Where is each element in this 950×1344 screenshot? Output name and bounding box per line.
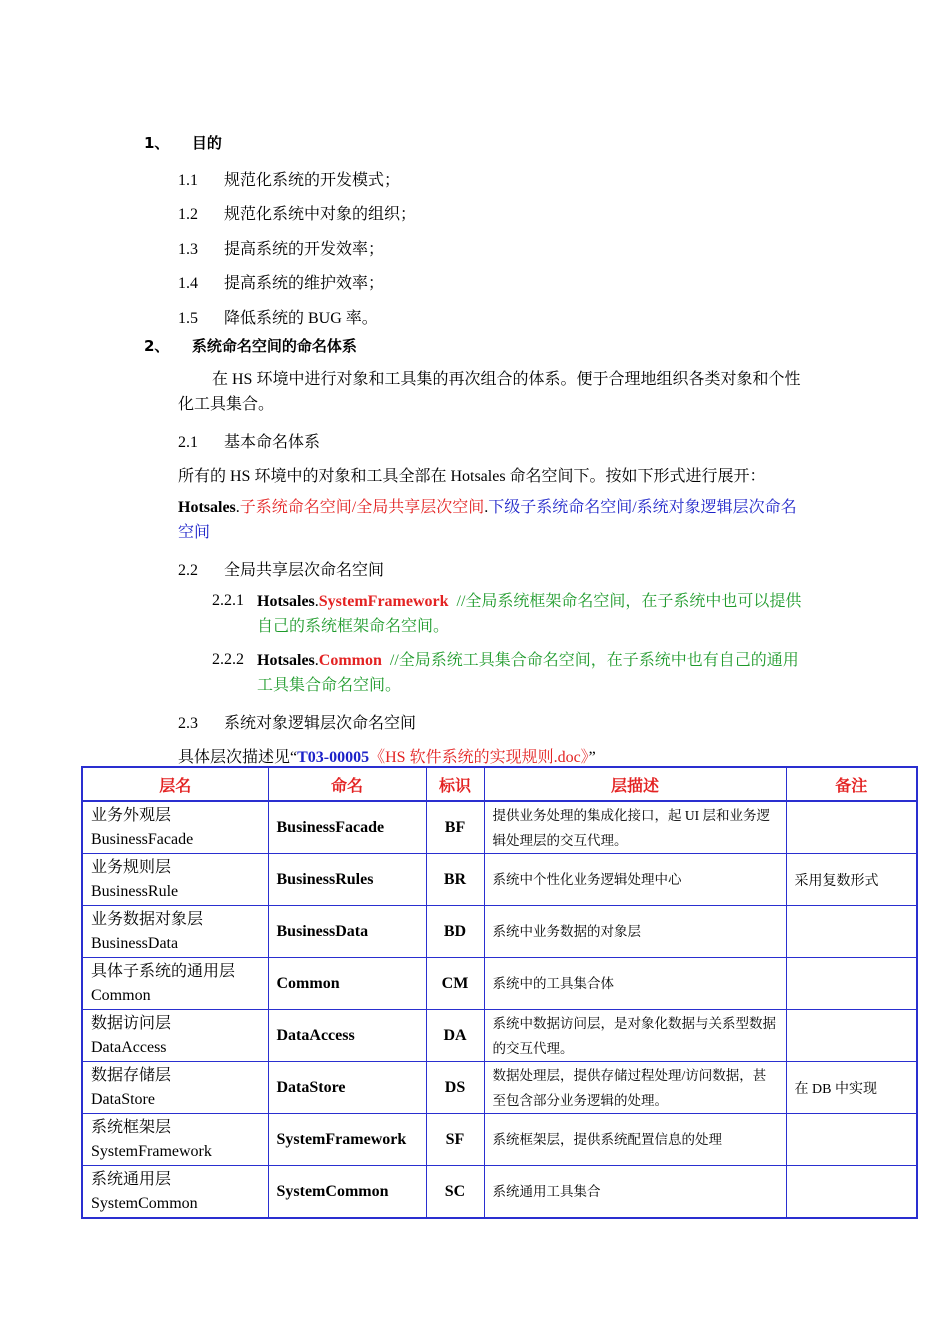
description-cell: 系统通用工具集合 — [484, 1166, 786, 1219]
layer-name-cn: 具体子系统的通用层 — [91, 962, 236, 980]
layer-name-cell — [82, 906, 268, 958]
list-item — [178, 270, 384, 293]
item-text: 提高系统的开发效率； — [224, 241, 385, 258]
layer-name-cell — [82, 1010, 268, 1062]
subsection-2-1-text: 所有的 HS 环境中的对象和工具全部在 Hotsales 命名空间下。按如下形式进行展开： — [178, 468, 766, 485]
layer-name-cn: 业务数据对象层 — [91, 910, 204, 928]
remarks-cell — [786, 1010, 917, 1062]
remarks-cell: 在 DB 中实现 — [786, 1062, 917, 1114]
table-row — [82, 1010, 917, 1062]
layer-name-cell — [82, 1062, 268, 1114]
reference-line — [178, 744, 596, 767]
layer-name-cn: 业务外观层 — [91, 806, 172, 824]
subsection-2-2-heading — [178, 557, 384, 580]
list-item — [178, 305, 378, 328]
header-naming: 命名 — [268, 767, 426, 801]
section-2-intro: 在 HS 环境中进行对象和工具集的再次组合的体系。便于合理地组织各类对象和个性化工具集合。 — [178, 371, 801, 413]
list-item — [178, 167, 400, 190]
namespace-name: SystemFramework — [318, 593, 449, 610]
pattern-logic-layer: 下级子系统命名空间/系统对象逻辑层次命名空间 — [178, 499, 797, 541]
identifier-cell: SC — [426, 1166, 484, 1219]
item-number: 2.2 — [178, 562, 198, 579]
description-cell: 系统中数据访问层，是对象化数据与关系型数据的交互代理。 — [484, 1010, 786, 1062]
namespace-root: Hotsales — [257, 652, 315, 669]
remarks-cell — [786, 1166, 917, 1219]
pattern-subsystem: 子系统命名空间/全局共享层次空间 — [239, 499, 485, 516]
naming-cell: BusinessRules — [268, 854, 426, 906]
reference-document: 《HS 软件系统的实现规则.doc》 — [369, 749, 589, 766]
subsection-2-1-heading — [178, 429, 320, 452]
subsection-2-3-heading — [178, 710, 416, 733]
naming-cell: SystemCommon — [268, 1166, 426, 1219]
naming-cell: DataStore — [268, 1062, 426, 1114]
table-row — [82, 1166, 917, 1219]
table-row — [82, 1062, 917, 1114]
item-text: 提高系统的维护效率； — [224, 275, 385, 292]
list-item — [178, 201, 416, 224]
layer-name-cell — [82, 1114, 268, 1166]
subsection-number: 2.2.1 — [212, 592, 244, 609]
description-cell: 系统框架层，提供系统配置信息的处理 — [484, 1114, 786, 1166]
item-number: 1.5 — [178, 310, 198, 327]
namespace-item — [257, 589, 812, 639]
header-layer-name: 层名 — [82, 767, 268, 801]
remarks-cell — [786, 1114, 917, 1166]
layer-name-en: DataAccess — [91, 1038, 167, 1056]
description-cell: 系统中的工具集合体 — [484, 958, 786, 1010]
namespace-dot: . — [314, 593, 319, 610]
layer-table — [81, 766, 918, 1219]
layer-name-en: DataStore — [91, 1090, 155, 1108]
namespace-comment: //全局系统工具集合命名空间，在子系统中也有自己的通用工具集合命名空间。 — [257, 652, 799, 694]
header-identifier: 标识 — [426, 767, 484, 801]
namespace-comment: //全局系统框架命名空间，在子系统中也可以提供自己的系统框架命名空间。 — [257, 593, 802, 635]
item-number: 1.1 — [178, 172, 198, 189]
layer-name-en: BusinessData — [91, 934, 179, 952]
remarks-cell: 采用复数形式 — [786, 854, 917, 906]
table-row — [82, 906, 917, 958]
table-row — [82, 854, 917, 906]
pattern-dot: . — [235, 499, 240, 516]
description-cell: 系统中个性化业务逻辑处理中心 — [484, 854, 786, 906]
header-description: 层描述 — [484, 767, 786, 801]
namespace-pattern — [178, 495, 810, 545]
item-text: 降低系统的 BUG 率。 — [224, 310, 378, 327]
item-number: 2.3 — [178, 715, 198, 732]
header-remarks: 备注 — [786, 767, 917, 801]
item-text: 规范化系统的开发模式； — [224, 172, 401, 189]
item-number: 2.1 — [178, 434, 198, 451]
identifier-cell: BF — [426, 801, 484, 854]
table-header-row — [82, 767, 917, 801]
remarks-cell — [786, 958, 917, 1010]
layer-name-cell — [82, 1166, 268, 1219]
naming-cell: SystemFramework — [268, 1114, 426, 1166]
section-title: 目的 — [191, 134, 222, 152]
reference-code: T03-00005 — [297, 749, 370, 766]
item-text: 规范化系统中对象的组织； — [224, 206, 417, 223]
layer-name-cn: 数据存储层 — [91, 1066, 172, 1084]
layer-name-en: BusinessFacade — [91, 830, 194, 848]
pattern-dot: . — [484, 499, 489, 516]
identifier-cell: CM — [426, 958, 484, 1010]
description-cell: 数据处理层，提供存储过程处理/访问数据，甚至包含部分业务逻辑的处理。 — [484, 1062, 786, 1114]
table-row — [82, 1114, 917, 1166]
description-cell: 系统中业务数据的对象层 — [484, 906, 786, 958]
layer-name-en: BusinessRule — [91, 882, 179, 900]
naming-cell: BusinessData — [268, 906, 426, 958]
identifier-cell: DS — [426, 1062, 484, 1114]
naming-cell: BusinessFacade — [268, 801, 426, 854]
description-cell: 提供业务处理的集成化接口，起 UI 层和业务逻辑处理层的交互代理。 — [484, 801, 786, 854]
identifier-cell: BD — [426, 906, 484, 958]
subsection-number: 2.2.2 — [212, 651, 244, 668]
layer-name-cell — [82, 958, 268, 1010]
naming-cell: Common — [268, 958, 426, 1010]
reference-prefix: 具体层次描述见“ — [178, 749, 298, 766]
section-title: 系统命名空间的命名体系 — [191, 337, 357, 355]
section-number: 1、 — [144, 134, 170, 152]
layer-name-cell — [82, 854, 268, 906]
item-number: 1.4 — [178, 275, 198, 292]
layer-name-en: SystemFramework — [91, 1142, 212, 1160]
layer-name-en: Common — [91, 986, 151, 1004]
section-1-heading — [144, 132, 222, 153]
layer-name-cn: 业务规则层 — [91, 858, 172, 876]
section-2-heading — [144, 335, 357, 356]
namespace-dot: . — [314, 652, 319, 669]
identifier-cell: SF — [426, 1114, 484, 1166]
remarks-cell — [786, 801, 917, 854]
item-number: 1.2 — [178, 206, 198, 223]
item-number: 1.3 — [178, 241, 198, 258]
namespace-item — [257, 648, 812, 698]
list-item — [178, 236, 384, 259]
section-number: 2、 — [144, 337, 170, 355]
layer-name-cell — [82, 801, 268, 854]
item-text: 系统对象逻辑层次命名空间 — [224, 715, 417, 732]
identifier-cell: DA — [426, 1010, 484, 1062]
namespace-name: Common — [318, 652, 382, 669]
item-text: 基本命名体系 — [224, 434, 321, 451]
naming-cell: DataAccess — [268, 1010, 426, 1062]
layer-name-en: SystemCommon — [91, 1194, 198, 1212]
item-text: 全局共享层次命名空间 — [224, 562, 385, 579]
table-row — [82, 801, 917, 854]
table-row — [82, 958, 917, 1010]
layer-name-cn: 系统通用层 — [91, 1170, 172, 1188]
layer-name-cn: 系统框架层 — [91, 1118, 172, 1136]
reference-suffix: ” — [588, 749, 596, 766]
identifier-cell: BR — [426, 854, 484, 906]
namespace-root: Hotsales — [257, 593, 315, 610]
pattern-root: Hotsales — [178, 499, 236, 516]
remarks-cell — [786, 906, 917, 958]
layer-name-cn: 数据访问层 — [91, 1014, 172, 1032]
